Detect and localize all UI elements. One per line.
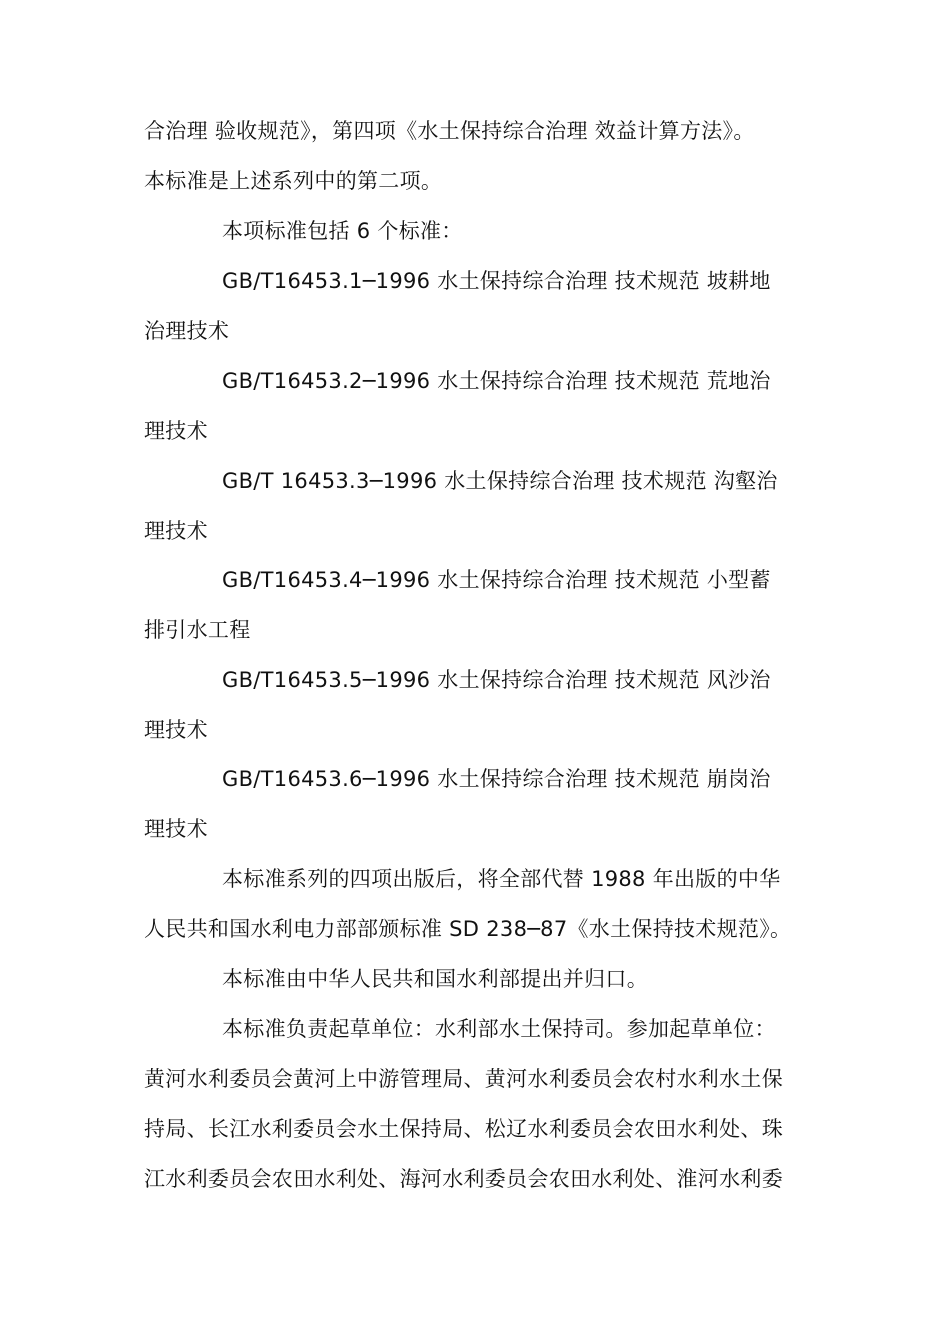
- standard-line: GB/T16453.2─1996 水土保持综合治理 技术规范 荒地治: [222, 369, 771, 393]
- text-line: 本标准系列的四项出版后，将全部代替 1988 年出版的中华: [222, 867, 781, 891]
- text-line: 排引水工程: [144, 618, 251, 642]
- text-line: 理技术: [144, 419, 208, 443]
- standard-line: GB/T 16453.3─1996 水土保持综合治理 技术规范 沟壑治: [222, 469, 778, 493]
- text-line: 黄河水利委员会黄河上中游管理局、黄河水利委员会农村水利水土保: [144, 1067, 783, 1091]
- text-line: 理技术: [144, 519, 208, 543]
- text-line: 持局、长江水利委员会水土保持局、松辽水利委员会农田水利处、珠: [144, 1117, 783, 1141]
- text-line: 理技术: [144, 718, 208, 742]
- standard-line: GB/T16453.1─1996 水土保持综合治理 技术规范 坡耕地: [222, 269, 771, 293]
- text-line: 江水利委员会农田水利处、海河水利委员会农田水利处、淮河水利委: [144, 1167, 783, 1191]
- text-line: 本项标准包括 6 个标准：: [222, 219, 463, 243]
- text-line: 本标准由中华人民共和国水利部提出并归口。: [222, 967, 648, 991]
- standard-line: GB/T16453.5─1996 水土保持综合治理 技术规范 风沙治: [222, 668, 771, 692]
- text-line: 合治理 验收规范》，第四项《水土保持综合治理 效益计算方法》。: [144, 119, 755, 143]
- standard-line: GB/T16453.4─1996 水土保持综合治理 技术规范 小型蓄: [222, 568, 771, 592]
- text-line: 理技术: [144, 817, 208, 841]
- text-line: 本标准负责起草单位：水利部水土保持司。参加起草单位：: [222, 1017, 776, 1041]
- text-line: 本标准是上述系列中的第二项。: [144, 169, 443, 193]
- text-line: 人民共和国水利电力部部颁标准 SD 238─87《水土保持技术规范》。: [144, 917, 792, 941]
- standard-line: GB/T16453.6─1996 水土保持综合治理 技术规范 崩岗治: [222, 767, 771, 791]
- text-line: 治理技术: [144, 319, 230, 343]
